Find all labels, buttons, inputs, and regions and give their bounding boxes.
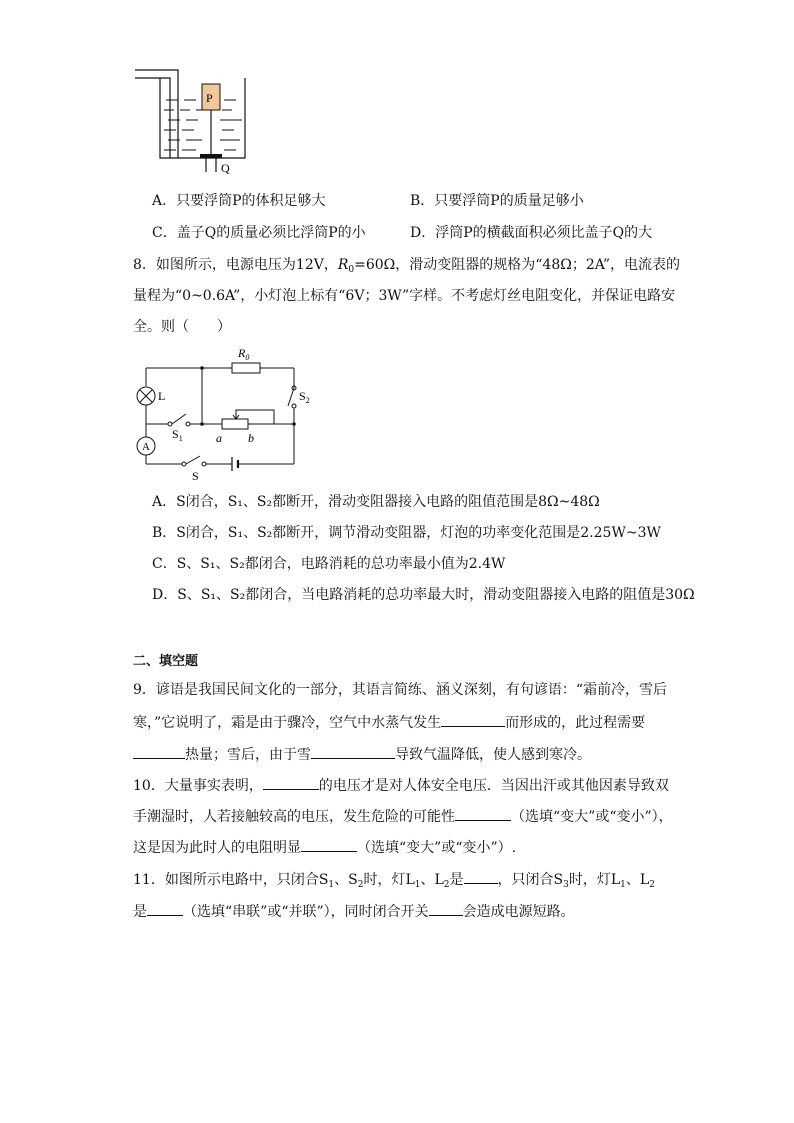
outlet-pipe: [206, 158, 216, 172]
label-s2: $S_2$: [299, 389, 310, 405]
resistor-r0: [232, 363, 260, 373]
q8-option-d: D．S、S₁、S₂都闭合，当电路消耗的总功率最大时，滑动变阻器接入电路的阻值是30Ω: [152, 587, 695, 603]
inlet-pipe: [135, 70, 178, 158]
q8-option-a: A．S闭合，S₁、S₂都断开，滑动变阻器接入电路的阻值范围是8Ω~48Ω: [152, 494, 600, 510]
rheostat: [222, 419, 248, 429]
q9-line1: 9．谚语是我国民间文化的一部分，其语言简练、涵义深刻，有句谚语：“霜前冷，雪后: [133, 682, 668, 698]
q10-line1: 10．大量事实表明， 的电压才是对人体安全电压．当因出汗或其他因素导致双: [133, 775, 669, 796]
q9-line3: 热量；雪后，由于雪 导致气温降低，使人感到寒冷。: [133, 744, 591, 765]
q8-stem-line3: 全。则（ ）: [133, 319, 231, 335]
q10-line3: 这是因为此时人的电阻明显 （选填“变大”或“变小”）.: [133, 837, 516, 858]
blank[interactable]: [311, 744, 395, 759]
label-s1: $S_1$: [172, 427, 183, 443]
switch-s1: [172, 414, 186, 424]
label-r0: $R_0$: [238, 346, 250, 362]
label-q: Q: [221, 161, 230, 175]
q11-line2: 是 （选填“串联”或“并联”），同时闭合开关 会造成电源短路。: [133, 901, 575, 922]
blank[interactable]: [301, 837, 357, 852]
switch-s2: [288, 388, 294, 406]
rheostat-slider: [236, 410, 274, 424]
switch-s: [186, 456, 200, 464]
q7-option-b: B．只要浮筒P的质量足够小: [410, 193, 584, 209]
blank[interactable]: [464, 869, 498, 884]
q7-option-a: A．只要浮筒P的体积足够大: [152, 193, 326, 209]
label-s: S: [192, 469, 199, 483]
blank[interactable]: [441, 712, 505, 727]
circuit-figure: [128, 342, 308, 482]
float-tank-figure: [130, 68, 260, 176]
q10-line2: 手潮湿时，人若接触较高的电压，发生危险的可能性 （选填“变大”或“变小”），: [133, 806, 673, 827]
section-title: 二、填空题: [133, 654, 199, 669]
blank[interactable]: [429, 901, 463, 916]
q7-option-c: C．盖子Q的质量必须比浮筒P的小: [152, 225, 366, 241]
label-a-slider: a: [216, 431, 222, 445]
blank[interactable]: [147, 901, 183, 916]
label-p: P: [206, 91, 213, 105]
q8-option-b: B．S闭合，S₁、S₂都断开，调节滑动变阻器，灯泡的功率变化范围是2.25W~3W: [152, 525, 661, 541]
blank[interactable]: [133, 744, 185, 759]
q8-stem-line1: 8．如图所示，电源电压为12V，$R_0=60\Omega$，滑动变阻器的规格为“48Ω；2A”，电流表的: [133, 257, 680, 275]
label-l: L: [158, 389, 166, 403]
q8-stem-line2: 量程为“0~0.6A”，小灯泡上标有“6V；3W”字样。不考虑灯丝电阻变化，并保证电路安: [133, 288, 676, 304]
blank[interactable]: [455, 806, 511, 821]
label-ammeter: A: [142, 441, 150, 453]
label-b-slider: b: [248, 431, 254, 445]
q7-option-d: D．浮筒P的横截面积必须比盖子Q的大: [410, 225, 653, 241]
blank[interactable]: [263, 775, 319, 790]
q8-option-c: C．S、S₁、S₂都闭合，电路消耗的总功率最小值为2.4W: [152, 556, 506, 572]
q11-line1: 11．如图所示电路中，只闭合$S_1$、$S_2$时，灯$L_1$、$L_2$是 ，只闭合$S_3$时，灯$L_1$、$L_2$: [133, 869, 655, 890]
q9-line2: 寒，”它说明了，霜是由于骤冷，空气中水蒸气发生 而形成的，此过程需要: [133, 712, 645, 733]
lid-q: [200, 154, 222, 158]
